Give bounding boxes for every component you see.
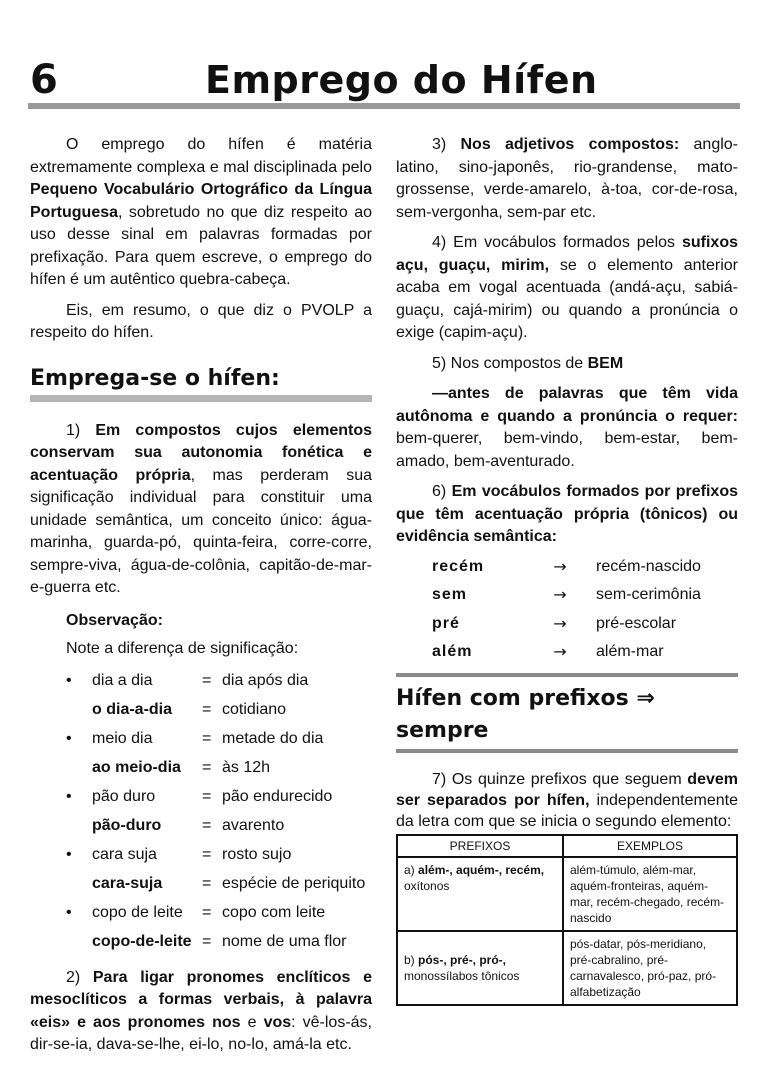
table-cell-example: além-túmulo, além-mar, aquém-fronteiras, aquém-mar, recém-chegado, recém-nascido (563, 857, 737, 931)
comparison-right: pão endurecido (222, 787, 333, 805)
comparison-list (66, 667, 372, 957)
rule-5 (396, 353, 738, 376)
equals: = (202, 729, 212, 747)
rule-2-bold-2: vos (263, 1013, 292, 1031)
rule-1-text: , mas perderam sua significação individual para constituir uma unidade semântica, um conceito único: água-marinha, guarda-pó, quinta-feira, corre-corre, sempre-viva, água-de-colônia, capitão-de-mar-e-guerra etc. (30, 466, 373, 596)
rule-3 (396, 134, 738, 224)
rule-5-bold: BEM (587, 354, 624, 372)
comparison-row (66, 870, 372, 899)
observation-title: Observação: (66, 611, 163, 629)
section-heading-emprega: Emprega-se o hífen: (30, 353, 372, 402)
rule-6-bold: Em vocábulos formados por prefixos que têm acentuação própria (tônicos) ou evidência semântica: (396, 483, 738, 545)
rule-4 (396, 232, 738, 345)
cell-label: a) (404, 862, 419, 877)
equals: = (202, 932, 212, 950)
intro-text-2: , sobretudo no que diz respeito ao uso desse sinal em palavras formadas por prefixação. Para quem escreve, o emprego do hífen é um autêntico quebra-cabeça. (30, 203, 372, 288)
comparison-left: dia a dia (92, 671, 153, 689)
prefix-example: recém-nascido (596, 557, 701, 575)
comparison-left: copo-de-leite (92, 932, 192, 950)
equals: = (202, 787, 212, 805)
prefix-row (432, 581, 738, 610)
equals: = (202, 671, 212, 689)
table-header-exemplos: EXEMPLOS (563, 835, 737, 857)
comparison-right: dia após dia (222, 671, 309, 689)
comparison-right: às 12h (222, 758, 271, 776)
prefix-word: recém (432, 557, 485, 575)
rule-6-number: 6) (432, 483, 452, 500)
rule-7 (396, 769, 738, 832)
rule-5-detail-bold: —antes de palavras que têm vida autônoma e quando a pronúncia o requer: (396, 385, 738, 425)
cell-label: b) (404, 952, 419, 967)
comparison-left: o dia-a-dia (92, 700, 173, 718)
comparison-left: cara suja (92, 845, 157, 863)
prefix-example: sem-cerimônia (596, 586, 701, 603)
intro-text-1: O emprego do hífen é matéria extremamente complexa e mal disciplinada pelo (30, 136, 372, 176)
prefix-row (432, 638, 738, 667)
rule-7-text: independentemente da letra com que se inicia o segundo elemento: (396, 791, 738, 830)
comparison-right: avarento (222, 816, 285, 834)
arrow-icon: → (553, 556, 567, 576)
rule-7-number: 7) Os quinze prefixos que seguem (432, 770, 688, 788)
section-heading-prefixos (396, 673, 738, 753)
comparison-row (66, 841, 372, 870)
cell-text: oxítonos (404, 878, 450, 893)
rule-7-bold: devem ser separados por hífen, (396, 770, 738, 809)
rule-2 (30, 967, 372, 1057)
comparison-left: cara-suja (92, 874, 163, 892)
observation-subtitle: Note a diferença de significação: (66, 640, 299, 657)
prefix-example: além-mar (596, 643, 664, 660)
bullet: • (66, 903, 72, 921)
equals: = (202, 700, 212, 718)
prefix-word: além (432, 643, 473, 660)
rule-1-number: 1) (66, 421, 96, 439)
equals: = (202, 845, 212, 863)
prefix-example: pré-escolar (596, 614, 677, 632)
rule-3-text: anglo-latino, sino-japonês, rio-grandense, mato-grossense, verde-amarelo, à-toa, cor-de-rosa, sem-vergonha, sem-par etc. (396, 136, 738, 221)
arrow-icon: → (553, 642, 567, 661)
equals: = (202, 758, 212, 776)
rule-5-detail (396, 383, 738, 473)
header-rule (28, 103, 740, 109)
page-header (30, 56, 740, 106)
rule-2-conj: e (247, 1013, 264, 1031)
comparison-right: nome de uma flor (222, 932, 347, 950)
table-header-row (397, 835, 737, 857)
comparison-row (66, 928, 372, 957)
comparison-left: pão duro (92, 787, 156, 805)
equals: = (202, 903, 212, 921)
resumo-paragraph: Eis, em resumo, o que diz o PVOLP a respeito do hífen. (30, 301, 372, 341)
comparison-row (66, 667, 372, 696)
comparison-row (66, 754, 372, 783)
rule-6 (396, 481, 738, 549)
arrow-icon: → (553, 585, 567, 604)
comparison-row (66, 812, 372, 841)
prefix-word: pré (432, 614, 460, 632)
prefix-table (396, 834, 738, 1006)
bullet: • (66, 671, 72, 689)
intro-bold: Pequeno Vocabulário Ortográfico da Língua Portuguesa (30, 181, 372, 221)
prefix-row (432, 610, 738, 639)
bullet: • (66, 845, 72, 863)
rule-5-number: 5) Nos compostos de (432, 354, 588, 372)
table-cell-example: pós-datar, pós-meridiano, pré-cabralino, pré-carnavalesco, pró-paz, pró-alfabetização (563, 931, 737, 1005)
cell-bold: além-, aquém-, recém, (418, 862, 545, 877)
rule-2-bold: Para ligar pronomes enclíticos e mesoclíticos a formas verbais, à palavra «eis» e aos pronomes nos (30, 968, 372, 1031)
rule-3-bold: Nos adjetivos compostos: (460, 136, 680, 153)
comparison-left: copo de leite (92, 903, 183, 921)
comparison-right: cotidiano (222, 700, 287, 718)
comparison-row (66, 899, 372, 928)
intro-paragraph (30, 134, 372, 292)
section-heading-line-2: sempre (396, 717, 489, 743)
table-header-prefixos: PREFIXOS (397, 835, 563, 857)
bullet: • (66, 787, 72, 805)
rule-3-number: 3) (432, 136, 461, 153)
prefix-list (396, 553, 738, 667)
rule-5-detail-text: bem-querer, bem-vindo, bem-estar, bem-amado, bem-aventurado. (396, 430, 738, 470)
rule-1-bold: Em compostos cujos elementos conservam sua autonomia fonética e acentuação própria (30, 421, 372, 484)
rule-2-number: 2) (66, 968, 93, 986)
comparison-right: rosto sujo (222, 845, 292, 863)
left-column (30, 134, 372, 1065)
cell-text: monossílabos tônicos (404, 968, 520, 983)
arrow-icon: → (553, 613, 567, 633)
comparison-left: ao meio-dia (92, 758, 181, 776)
section-heading-line-1: Hífen com prefixos ⇒ (396, 685, 655, 711)
table-row (397, 857, 737, 931)
right-column (396, 134, 738, 1006)
rule-4-text: se o elemento anterior acaba em vogal acentuada (andá-açu, sabiá-guaçu, cajá-mirim) ou quando a pronúncia o exige (capim-açu). (396, 256, 738, 341)
equals: = (202, 816, 212, 834)
comparison-right: copo com leite (222, 903, 326, 921)
prefix-word: sem (432, 586, 468, 603)
rule-4-bold: sufixos açu, guaçu, mirim, (396, 234, 738, 274)
prefix-row (432, 553, 738, 582)
table-cell-prefix (397, 931, 563, 1005)
equals: = (202, 874, 212, 892)
rule-1 (30, 420, 372, 600)
comparison-right: metade do dia (222, 729, 324, 747)
table-row (397, 931, 737, 1005)
comparison-row (66, 783, 372, 812)
comparison-right: espécie de periquito (222, 874, 366, 892)
rule-2-text: : vê-los-ás, dir-se-ia, dava-se-lhe, ei-lo, no-lo, amá-la etc. (30, 1013, 372, 1053)
comparison-left: meio dia (92, 729, 153, 747)
comparison-row (66, 696, 372, 725)
comparison-row (66, 725, 372, 754)
bullet: • (66, 729, 72, 747)
chapter-title: Emprego do Hífen (205, 58, 598, 102)
rule-4-number: 4) Em vocábulos formados pelos (432, 234, 682, 251)
chapter-number: 6 (30, 57, 58, 103)
table-cell-prefix (397, 857, 563, 931)
comparison-left: pão-duro (92, 816, 162, 834)
cell-bold: pós-, pré-, pró-, (418, 952, 507, 967)
